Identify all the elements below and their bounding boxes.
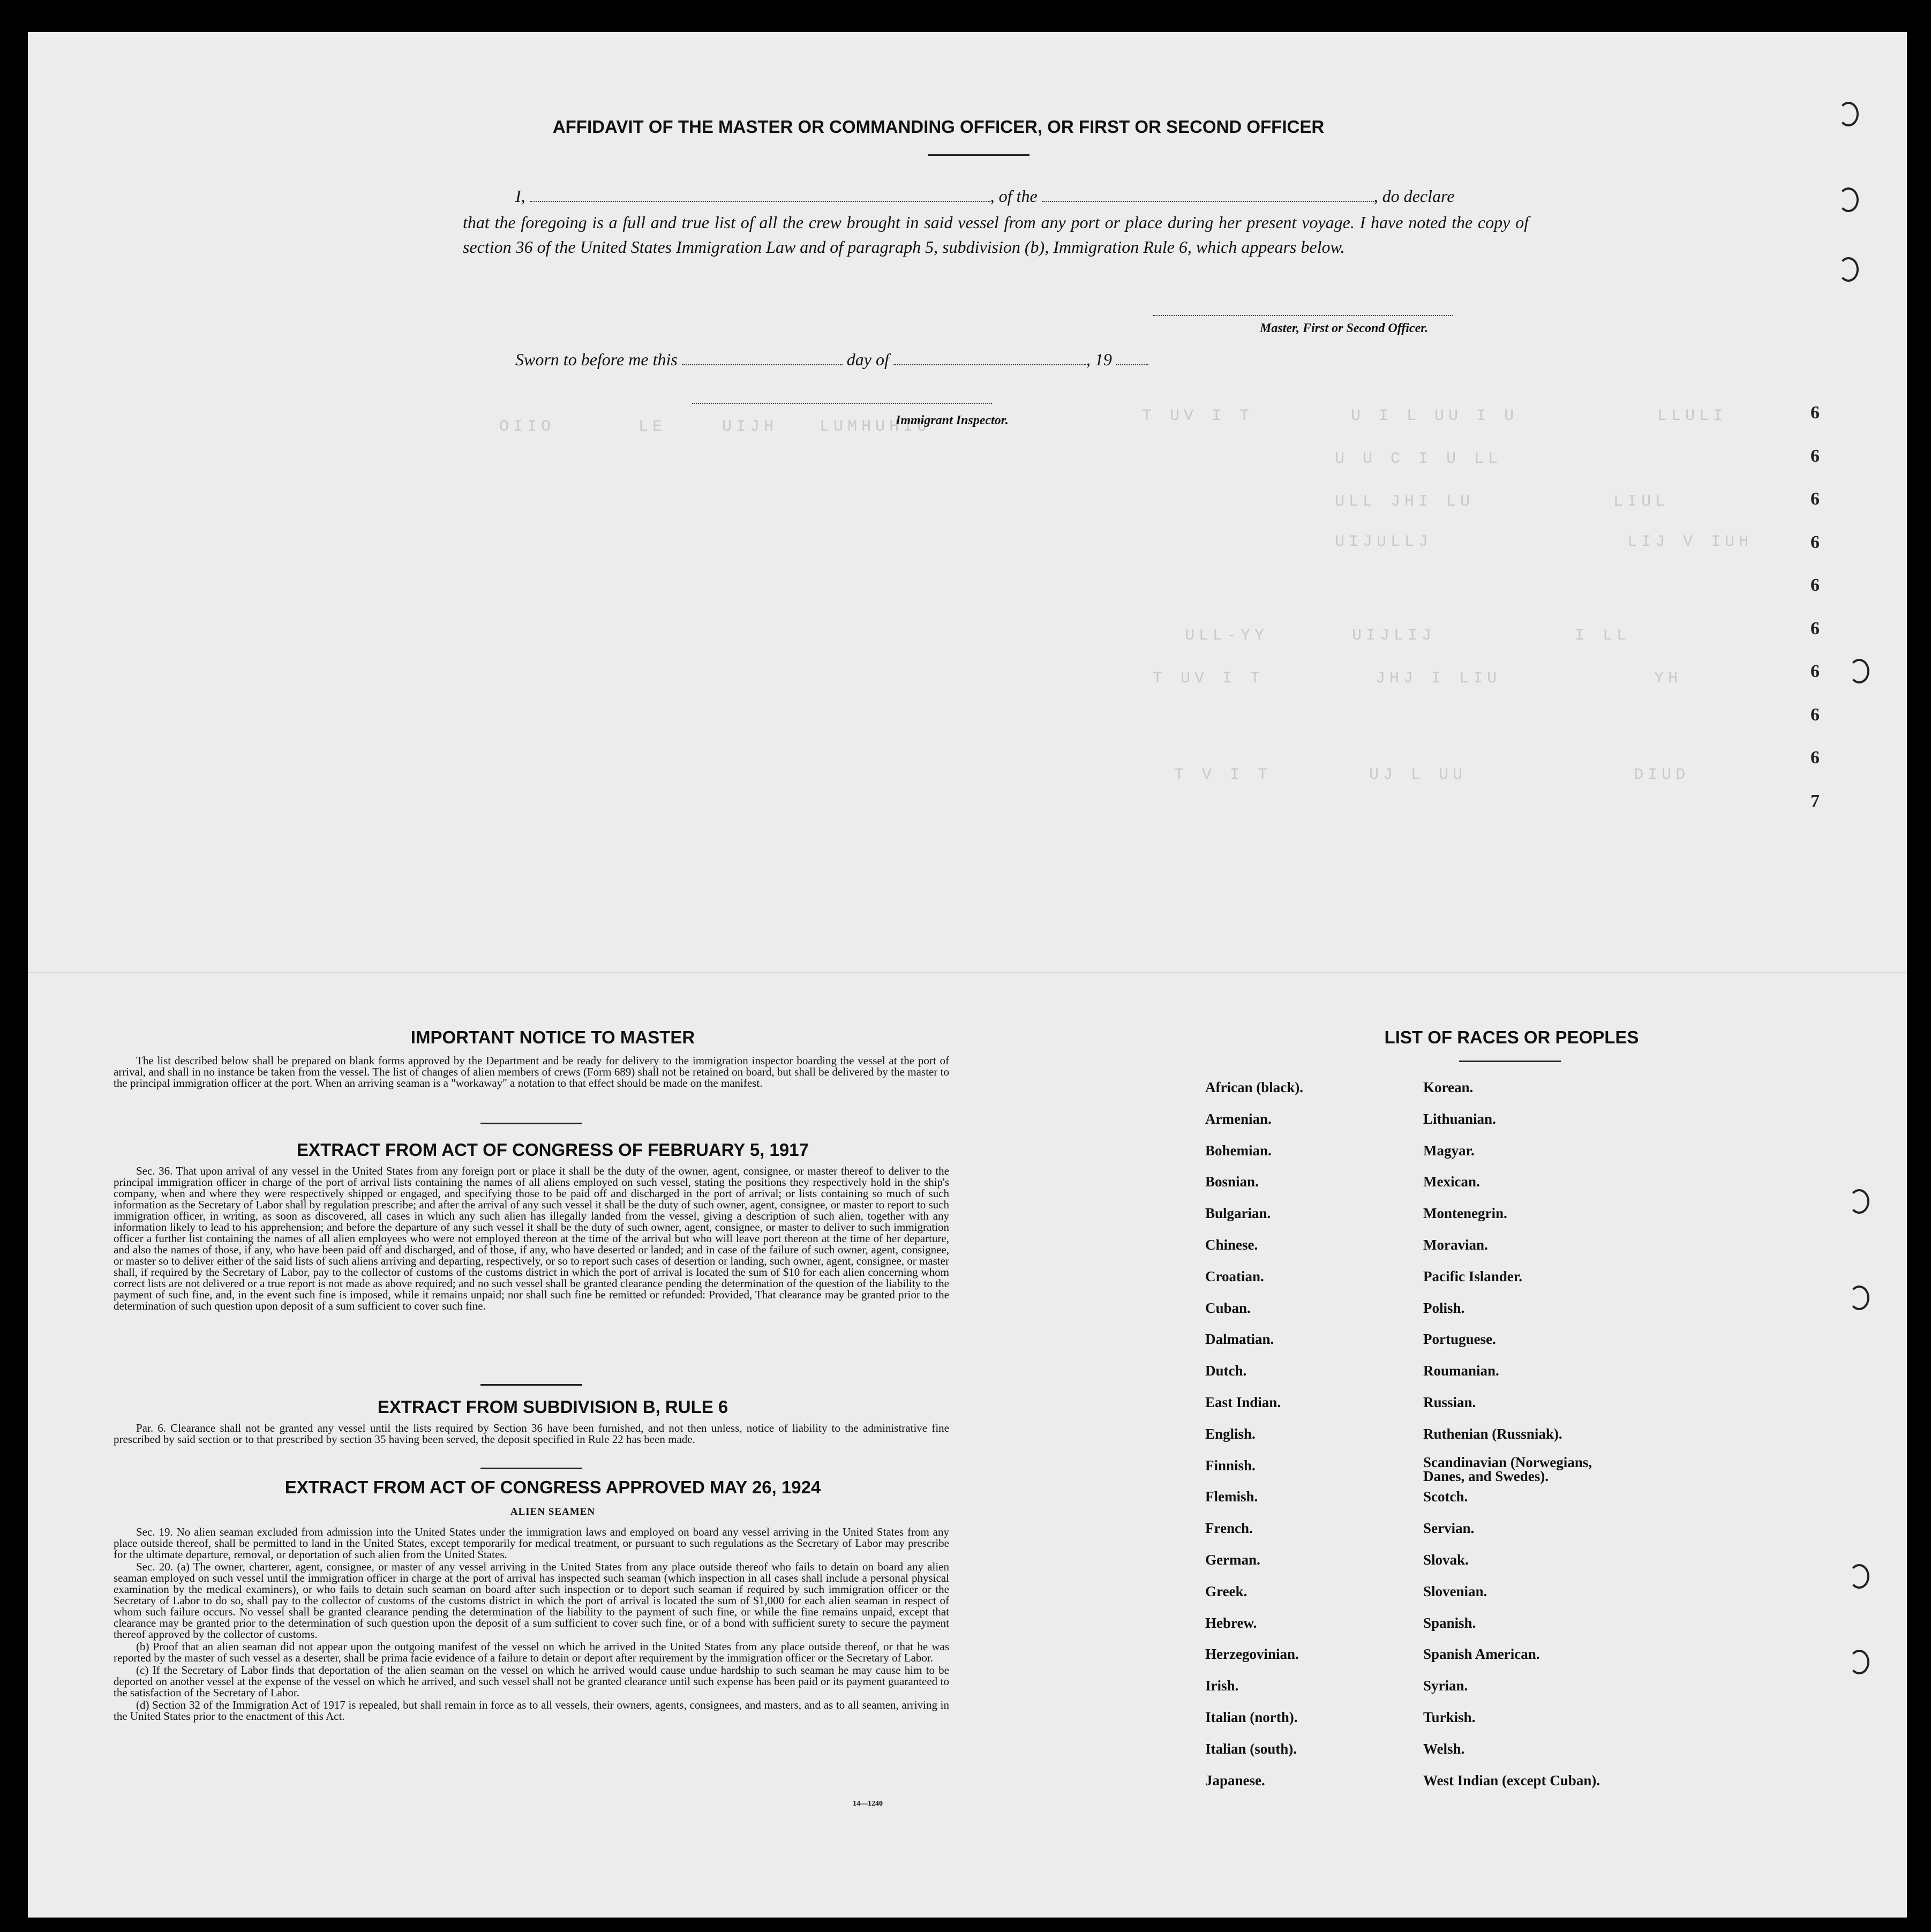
section-20b-paragraph: (b) Proof that an alien seaman did not appear upon the outgoing manifest of the vessel on which he arrived in the United States from any place outside thereof, or that he was reported by the master of such vessel as a deserter, shall be prima facie evidence of a failure to detain or deport after requirement by the immigration officer or the Secretary of Labor. [114,1640,949,1664]
race-list-item: Polish. [1423,1299,1465,1316]
race-list-item: West Indian (except Cuban). [1423,1772,1601,1788]
race-list-item: Italian (south). [1205,1740,1297,1757]
race-list-item: Spanish American. [1423,1646,1540,1663]
race-list-item: African (black). [1205,1079,1303,1095]
race-list-item: Portuguese. [1423,1331,1496,1348]
race-list-item: East Indian. [1205,1394,1281,1410]
bleed-through-text: U U C I U LL [1335,450,1502,468]
affidavit-body: that the foregoing is a full and true list of all the crew brought in said vessel from any port or place during her present voyage. I have noted the copy of section 36 of the United States Immigration Law and of paragraph 5, subdivision (b), Immigration Rule 6, which appears below. [463,213,1529,257]
bleed-through-text: UIJULLJ LIJ V IUH [1335,533,1753,551]
notice-body [114,1055,949,1090]
sworn-line [515,348,1148,370]
margin-row-number: 6 [1810,575,1820,595]
race-list-item: Pacific Islander. [1423,1268,1522,1284]
race-list-item: Scandinavian (Norwegians, Danes, and Swedes). [1423,1454,1592,1484]
margin-row-number: 6 [1810,618,1820,638]
section-20d-paragraph: (d) Section 32 of the Immigration Act of 1917 is repealed, but shall remain in force as to all vessels, their owners, agents, consignees, and masters, and as to all seamen, arriving in the United States prior to the enactment of this Act. [114,1698,949,1723]
vessel-name-field[interactable] [1042,185,1374,202]
section-19-paragraph: Sec. 19. No alien seaman excluded from admission into the United States under the immigration laws and employed on board any vessel arriving in the United States from any place outside thereof, shall be permitted to land in the United States, except temporarily for medical treatment, or pursuant to such regulations as the Secretary of Labor may prescribe for the ultimate departure, removal, or deportation of such alien from the United States. [114,1525,949,1561]
margin-row-number: 6 [1810,446,1820,466]
signature-field[interactable] [1153,315,1453,316]
race-list-item: Ruthenian (Russniak). [1423,1425,1562,1442]
year-label: , 19 [1086,350,1112,369]
punch-hole [1838,257,1859,282]
margin-row-number: 6 [1810,532,1820,552]
punch-hole [1849,1286,1869,1310]
race-list-item: Cuban. [1205,1299,1251,1316]
race-list-item: Welsh. [1423,1740,1465,1757]
notice-paragraph: The list described below shall be prepared on blank forms approved by the Department and be ready for delivery to the immigration inspector boarding the vessel at the port of arrival, and shall in no instance be taken from the vessel. The list of changes of alien members of crews (Form 689) shall not be retained on board, but shall be delivered by the master to the principal immigration officer at the port. When an arriving seaman is a "workaway" a notation to that effect should be made on the manifest. [114,1054,949,1089]
inspector-signature-field[interactable] [692,403,992,404]
declarant-name-field[interactable] [530,185,990,202]
race-list-item: Irish. [1205,1678,1239,1694]
sworn-day-field[interactable] [682,348,843,365]
punch-hole [1849,659,1869,683]
race-list-item: Servian. [1423,1520,1475,1537]
of-the-label: , of the [990,186,1038,206]
race-list-item: Armenian. [1205,1110,1272,1127]
sworn-year-field[interactable] [1116,348,1148,365]
extract-rule6-title: EXTRACT FROM SUBDIVISION B, RULE 6 [377,1397,728,1417]
declarant-i-label: I, [515,186,525,206]
margin-row-number: 7 [1810,791,1820,811]
paragraph-6: Par. 6. Clearance shall not be granted any vessel until the lists required by Section 36 have been furnished, and not then unless, notice of liability to the administrative fine prescribed by said section or to that prescribed by section 35 having been served, the deposit specified in Rule 22 has been made. [114,1422,949,1446]
fold-crease [28,972,1907,973]
race-list-item: Scotch. [1423,1489,1468,1505]
extract-1924-body [114,1527,949,1723]
bleed-through-text: T UV I T JHJ I LIU YH [1153,670,1682,688]
punch-hole [1849,1564,1869,1589]
race-list-item: French. [1205,1520,1253,1537]
race-list-item: Chinese. [1205,1237,1258,1253]
punch-hole [1849,1650,1869,1674]
race-list-item: Lithuanian. [1423,1110,1496,1127]
inspector-label: Immigrant Inspector. [896,414,1009,427]
race-list-item: Slovak. [1423,1552,1469,1568]
race-list-item: Mexican. [1423,1174,1480,1190]
race-list-item: English. [1205,1425,1256,1442]
notice-title: IMPORTANT NOTICE TO MASTER [410,1027,695,1047]
section-rule [480,1123,582,1124]
race-list-item: Croatian. [1205,1268,1264,1284]
day-of-label: day of [846,350,889,369]
section-rule [480,1468,582,1469]
margin-row-number: 6 [1810,661,1820,681]
race-list-item: Syrian. [1423,1678,1468,1694]
race-list-item: Magyar. [1423,1142,1475,1159]
extract-1924-title: EXTRACT FROM ACT OF CONGRESS APPROVED MAY 26, 1924 [284,1477,821,1497]
section-36-paragraph: Sec. 36. That upon arrival of any vessel in the United States from any foreign port or place it shall be the duty of the owner, agent, consignee, or master thereof to deliver to the principal immigration officer in charge of the port of arrival lists containing the names of all aliens employed on such vessel, stating the positions they respectively hold in the ship's company, when and where they were respectively shipped or engaged, and specifying those to be paid off and discharged in the port of arrival; or lists containing so much of such information as the Secretary of Labor shall by regulation prescribe; and after the arrival of any such vessel it shall be the duty of such owner, agent, consignee, or master to report to such immigration officer, in writing, as soon as discovered, all cases in which any such alien has illegally landed from the vessel, giving a description of such alien, together with any information likely to lead to his apprehension; and before the departure of any such vessel it shall be the duty of such owner, agent, consignee, or master to deliver to such immigration officer a further list containing the names of all alien employees who were not employed thereon at the time of the arrival but who will leave port thereon at the time of her departure, and also the names of those, if any, who have been paid off and discharged, and of those, if any, who have deserted or landed; and in case of the failure of such owner, agent, consignee, or master so to deliver either of the said lists of such aliens arriving and departing, respectively, or so to report such cases of desertion or landing, such owner, agent, consignee, or master shall, if required by the Secretary of Labor, pay to the collector of customs of the customs district in which the port of arrival is located the sum of $10 for each alien concerning whom correct lists are not delivered or a true report is not made as above required; and no such vessel shall be granted clearance pending the determination of the question of the liability to the payment of such fine, and, in the event such fine is imposed, while it remains unpaid; nor shall such fine be remitted or refunded: Provided, That clearance may be granted prior to the determination of such question upon deposit of a sum sufficient to cover such fine. [114,1164,949,1312]
race-list-item: Bohemian. [1205,1142,1272,1159]
margin-row-number: 6 [1810,403,1820,423]
margin-row-number: 6 [1810,489,1820,509]
race-list-item: Greek. [1205,1583,1248,1599]
section-20a-paragraph: Sec. 20. (a) The owner, charterer, agent, consignee, or master of any vessel arriving in the United States from any place outside thereof who fails to detain on board any alien seaman employed on such vessel until the immigration officer in charge at the port of arrival has inspected such seaman (which inspection in all cases shall include a personal physical examination by the medical examiners), or who fails to detain such seaman on board after such inspection or to deport such seaman if required by such immigration officer or the Secretary of Labor to do so, shall pay to the collector of customs of the customs district in which the port of arrival is located the sum of $1,000 for each alien seaman in respect of whom such failure occurs. No vessel shall be granted clearance pending the determination of the liability to the payment of such fine, or while the fine remains unpaid, except that clearance may be granted prior to the determination of such question upon the deposit of a sum sufficient to cover such fine, or of a bond with sufficient surety to secure the payment thereof approved by the collector of customs. [114,1560,949,1641]
race-list-item: Dalmatian. [1205,1331,1274,1348]
bleed-through-text: ULL JHI LU LIUL [1335,493,1670,511]
do-declare-label: , do declare [1373,186,1455,206]
affidavit-declaration-line [515,185,1454,206]
race-list-item: Hebrew. [1205,1614,1257,1631]
section-20c-paragraph: (c) If the Secretary of Labor finds that deportation of the alien seaman on the vessel on which he arrived would cause undue hardship to such seaman he may cause him to be deported on another vessel at the expense of the vessel on which he arrived, and such vessel shall not be granted clearance until such expense has been paid or its payment guaranteed to the satisfaction of the Secretary of Labor. [114,1664,949,1699]
race-list-item: German. [1205,1552,1260,1568]
bleed-through-text: T UV I T U I L UU I U LLULI [1142,407,1727,425]
race-list-item: Turkish. [1423,1709,1476,1725]
section-rule [480,1384,582,1386]
bleed-through-text: T V I T UJ L UU DIUD [1174,766,1690,784]
punch-hole [1838,187,1859,212]
race-list-item: Moravian. [1423,1237,1488,1253]
form-number: 14—1240 [853,1800,883,1808]
race-list-item: Korean. [1423,1079,1474,1095]
races-rule [1459,1061,1561,1062]
title-rule [928,154,1030,156]
race-list-item: Flemish. [1205,1489,1258,1505]
race-list-item: Russian. [1423,1394,1476,1410]
document-page [28,32,1907,1918]
race-list-item: Herzegovinian. [1205,1646,1299,1663]
bleed-through-text: ULL-YY UIJLIJ I LL [1185,627,1631,645]
race-list-item: Slovenian. [1423,1583,1487,1599]
sworn-label: Sworn to before me this [515,350,678,369]
punch-hole [1838,102,1859,126]
race-list-item: Italian (north). [1205,1709,1298,1725]
race-list-item: Roumanian. [1423,1363,1499,1379]
races-title: LIST OF RACES OR PEOPLES [1384,1027,1639,1047]
extract-1917-body [114,1166,949,1313]
bleed-through-text: OIIO LE UIJH LUMHUHIO [499,418,931,436]
race-list-item: Japanese. [1205,1772,1265,1788]
extract-rule6-body [114,1423,949,1446]
race-list-item: Bosnian. [1205,1174,1259,1190]
race-list-item: Finnish. [1205,1457,1256,1474]
margin-row-number: 6 [1810,748,1820,768]
margin-row-number: 6 [1810,704,1820,725]
race-list-item: Spanish. [1423,1614,1476,1631]
punch-hole [1849,1189,1869,1214]
race-list-item: Montenegrin. [1423,1205,1507,1222]
alien-seamen-subtitle: ALIEN SEAMEN [510,1506,596,1517]
affidavit-title: AFFIDAVIT OF THE MASTER OR COMMANDING OFFICER, OR FIRST OR SECOND OFFICER [552,117,1325,137]
race-list-item: Dutch. [1205,1363,1247,1379]
sworn-month-field[interactable] [893,348,1086,365]
extract-1917-title: EXTRACT FROM ACT OF CONGRESS OF FEBRUARY 5, 1917 [297,1140,809,1160]
signature-label: Master, First or Second Officer. [1260,321,1429,335]
race-list-item: Bulgarian. [1205,1205,1271,1222]
